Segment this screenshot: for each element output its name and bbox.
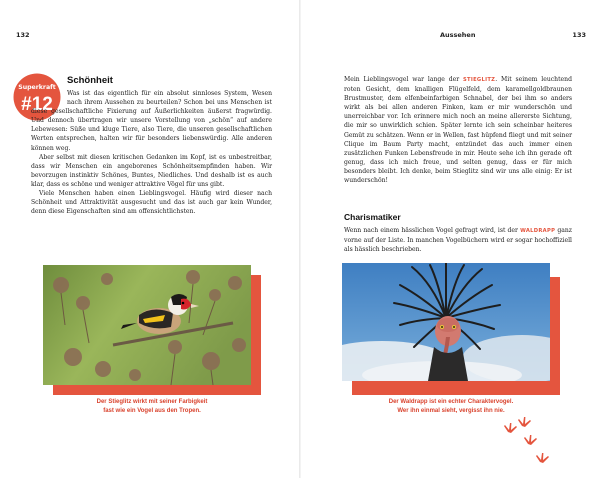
highlight-stieglitz: STIEGLITZ <box>462 77 496 83</box>
caption-line: Der Waldrapp ist ein echter Charaktervogel. <box>388 399 514 405</box>
waldrapp-figure <box>342 263 560 395</box>
caption-line: Der Stieglitz wirkt mit seiner Farbigkeit <box>96 399 208 405</box>
paragraph: Aber selbst mit diesen kritischen Gedanken im Kopf, ist es unbestreitbar, dass wir Menschen ein angeborenes Schönheitsempfinden haben. Wir bevorzugen instinktiv Schönes, Buntes, Niedliches. Und deshalb ist es auch klar, dass es schöne und weniger attraktive Vögel für uns gibt. <box>31 153 272 188</box>
page-number-right: 133 <box>572 31 586 39</box>
caption-line: Wer ihn einmal sieht, vergisst ihn nie. <box>397 407 505 414</box>
running-head: Aussehen <box>440 31 476 39</box>
caption-line: fast wie ein Vogel aus den Tropen. <box>103 407 201 414</box>
paragraph <box>344 226 572 254</box>
text-run: Mein Lieblingsvogel war lange der <box>344 76 463 83</box>
goldfinch-caption <box>43 398 261 415</box>
goldfinch-photo <box>43 265 251 385</box>
paragraph: Viele Menschen haben einen Lieblingsvogel. Häufig wird dieser nach Schönheit und Attraktivität ausgesucht und das ist auch gar kein Wunder, denn diese Eigenschaften sind am offensichtlichsten. <box>31 190 272 216</box>
subheading-charismatiker: Charismatiker <box>344 212 401 222</box>
left-body <box>31 89 272 216</box>
right-body-paragraph-2 <box>344 226 572 254</box>
text-run: Wenn nach einem hässlichen Vogel gefragt wird, ist der <box>344 227 521 234</box>
bird-footprints-icon <box>500 410 560 470</box>
right-body-paragraph-1 <box>344 75 572 185</box>
section-heading-schoenheit: Schönheit <box>67 75 113 86</box>
badge-label: Superkraft <box>18 84 56 91</box>
text-run: . Mit seinem leuchtend roten Gesicht, dem knalligen Flügelfeld, dem karamellgoldbraunen Brustmuster, dem elfenbeinfarbigen Schnabel, der bei ihm so anders wirkt als bei allen anderen Finken, kam er mir wunderschön und unerreichbar vor. Ich erinnere mich noch an meine allererste Sichtung, die mir so unwirklich schien. Später lernte ich sein scheinbar heiteres Gemüt zu schätzen. Wenn er in Wellen, fast hüpfend fliegt und mit seiner Clique im Baum Party macht, entzündet das auch immer einen zusätzlichen Funken Lebensfreude in mir. Heute sehe ich ihn gerade oft genug, dass ich mich freue, und selten genug, dass er für mich besonders bleibt. Ich denke, beim Stieglitz sind wir uns alle einig: Er ist wunderschön! <box>344 76 572 185</box>
right-page <box>300 0 600 478</box>
paragraph <box>344 75 572 185</box>
waldrapp-photo <box>342 263 550 381</box>
paragraph: Was ist das eigentlich für ein absolut sinnloses System, Wesen nach ihrem Aussehen zu beurteilen? Schon bei uns Menschen ist diese gesellschaftliche Fixierung auf Äußerlichkeiten äußerst fragwürdig. Und dennoch übertragen wir unsere Vorstellung von „schön“ auf andere Lebewesen: Süße und kluge Tiere, also Tiere, die unseren gesellschaftlichen Werten entsprechen, halten wir für besonders liebenswürdig. Alle anderen können weg. <box>31 90 272 152</box>
text-run: ganz vorne auf der Liste. In manchen Vogelbüchern wird er sogar hochoffiziell als hässlich beschrieben. <box>344 227 573 254</box>
badge-number: #12 <box>21 94 53 115</box>
highlight-waldrapp: WALDRAPP <box>520 228 556 234</box>
goldfinch-figure <box>43 265 261 395</box>
page-number-left: 132 <box>16 31 30 39</box>
badge-wrap-spacer <box>31 89 67 107</box>
